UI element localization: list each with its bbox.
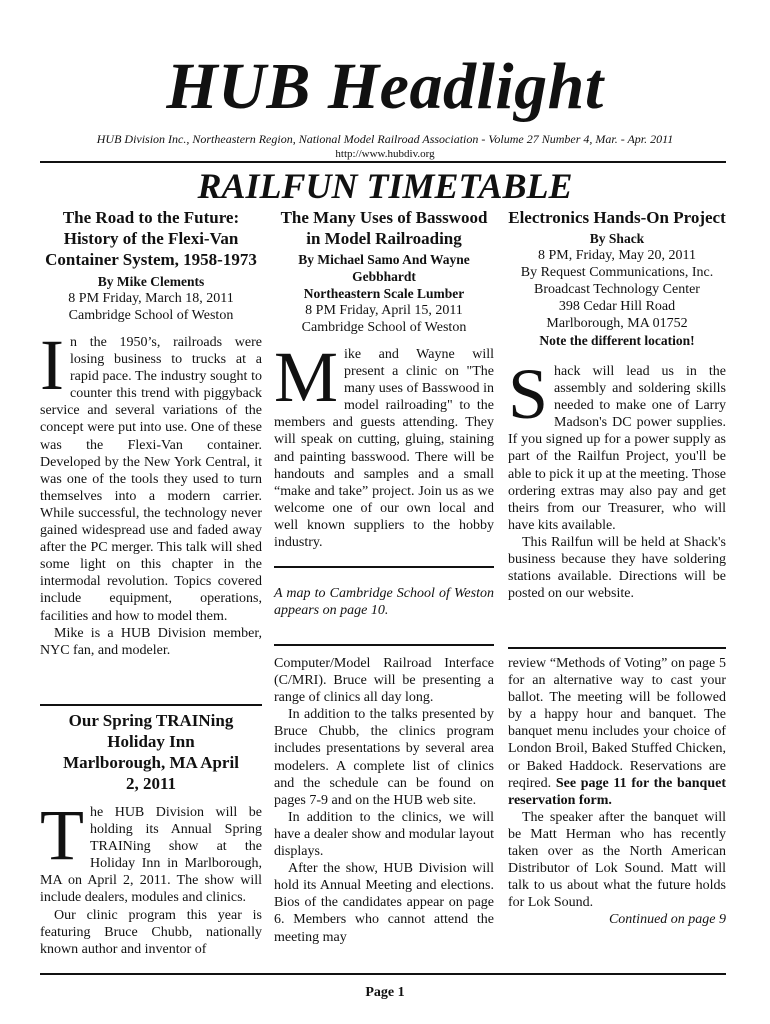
event-time-basswood: 8 PM Friday, April 15, 2011 — [305, 303, 463, 318]
event-time-flexivan: 8 PM Friday, March 18, 2011 — [68, 291, 234, 306]
masthead-title: HUB Headlight — [166, 50, 604, 123]
article-body-basswood — [274, 337, 494, 551]
basswood-paragraph-1: ike and Wayne will present a clinic on "The many uses of Basswood in model railroading" to the members and guests attending. They will speak on cutting, gluing, staining and painting basswood. There will be handouts and samples and a small “make and take” project. Join us as we welcome one of our own local and well known suppliers to the hobby industry. — [274, 347, 494, 551]
event-street-electronics: 398 Cedar Hill Road — [558, 299, 676, 314]
map-note: A map to Cambridge School of Weston appears on page 10. — [274, 586, 494, 618]
article-headline-basswood: The Many Uses of Basswood in Model Railroading — [280, 208, 488, 248]
column-3 — [508, 207, 726, 602]
sponsor-basswood: Northeastern Scale Lumber — [303, 286, 465, 301]
meeting-cont-paragraph-1: review “Methods of Voting” on page 5 for an alternative way to cast your ballot. The meeting will be followed by a happy hour and banquet. The banquet menu includes your choice of London Broil, Baked Stuffed Chicken, or Baked Haddock. Reservations are reqired. — [508, 656, 726, 791]
event-time-electronics: 8 PM, Friday, May 20, 2011 — [537, 248, 697, 263]
spring-cont-paragraph-1: Computer/Model Railroad Interface (C/MRI). Bruce will be presenting a range of clinics all day long. — [274, 656, 494, 706]
column-2-divider-bottom — [274, 644, 494, 646]
byline-flexivan: By Mike Clements — [97, 274, 205, 289]
event-location-flexivan: Cambridge School of Weston — [68, 308, 234, 323]
flexivan-paragraph-2: Mike is a HUB Division member, NYC fan, and modeler. — [40, 625, 262, 658]
dropcap-t: T — [40, 795, 84, 875]
spring-cont-paragraph-2: In addition to the talks presented by Bruce Chubb, the clinics program includes presentations by several area modelers. A complete list of clinics and the schedule can be found on pages 7-9 and on the HUB web site. — [274, 707, 494, 808]
spring-paragraph-2: Our clinic program this year is featuring Bruce Chubb, nationally known author and inventor of — [40, 907, 262, 957]
byline-electronics: By Shack — [589, 231, 645, 246]
meeting-continued — [508, 655, 726, 928]
column-3-divider — [508, 647, 726, 649]
flexivan-paragraph-1: n the 1950’s, railroads were losing business to trucks at a rapid pace. The industry sought to counter this trend with piggyback service and several variations of the concept were put into use. One of these was the Flexi-Van container. Developed by the New York Central, it was one of the tools they used to turn themselves into a modern carrier. While successful, the technology never gained widespread use and faded away after the PC merger. This talk will shed some light on this chapter in the intermodal revolution. Topics covered include equipment, operations, facilities and how to model them. — [40, 335, 262, 624]
dropcap-s: S — [508, 354, 549, 434]
banquet-reservation-note: See page 11 for the banquet reservation form. — [508, 775, 727, 808]
spring-cont-paragraph-3: In addition to the clinics, we will have a dealer show and modular layout displays. — [274, 809, 494, 860]
section-title: RAILFUN TIMETABLE — [197, 166, 573, 206]
spring-cont-paragraph-4: After the show, HUB Division will hold its Annual Meeting and elections. Bios of the candidates appear on page 6. Members who cannot attend the meeting may — [274, 861, 494, 945]
column-1 — [40, 207, 262, 659]
electronics-paragraph-1: hack will lead us in the assembly and soldering skills needed to make one of Larry Madson's DC power supplies. If you signed up for a power supply as part of the Railfun Project, you'll be able to pick it up at the meeting. Those ordering extras may also pay and get theirs from our Treasurer, who will have kits available. — [508, 364, 726, 533]
article-body-electronics — [508, 354, 726, 602]
article-headline-flexivan: The Road to the Future: History of the Flexi-Van Container System, 1958-1973 — [45, 208, 257, 269]
footer-rule — [40, 973, 726, 975]
electronics-paragraph-2: This Railfun will be held at Shack's business because they have soldering stations available. Directions will be posted on our website. — [508, 534, 726, 602]
event-location-basswood: Cambridge School of Weston — [301, 320, 467, 335]
map-note-box — [274, 585, 494, 619]
article-body-spring — [40, 795, 262, 958]
page-number: Page 1 — [365, 985, 405, 1000]
masthead-url[interactable]: http://www.hubdiv.org — [335, 148, 435, 160]
article-body-flexivan — [40, 325, 262, 659]
spring-continued — [274, 655, 494, 946]
masthead-subtitle: HUB Division Inc., Northeastern Region, National Model Railroad Association - Volume 27 Number 4, Mar. - Apr. 2011 — [96, 132, 674, 146]
masthead-rule — [40, 161, 726, 163]
location-note: Note the different location! — [539, 333, 695, 348]
column-2 — [274, 207, 494, 551]
byline-basswood: By Michael Samo And Wayne Gebbhardt — [298, 252, 470, 284]
meeting-cont-paragraph-2: The speaker after the banquet will be Matt Herman who has recently taken over as the North American Distributor of Lok Sound. Matt will talk to us about what the future holds for Lok Sound. — [508, 809, 726, 911]
dropcap-m: M — [274, 337, 339, 417]
event-host-electronics: By Request Communications, Inc. — [520, 265, 714, 280]
column-2-divider-top — [274, 566, 494, 568]
event-venue-electronics: Broadcast Technology Center — [534, 282, 700, 297]
article-headline-spring: Our Spring TRAINing Holiday Inn Marlborough, MA April 2, 2011 — [63, 711, 239, 793]
event-city-electronics: Marlborough, MA 01752 — [546, 316, 688, 331]
spring-training-section — [40, 710, 262, 958]
continued-link[interactable]: Continued on page 9 — [608, 912, 726, 928]
column-1-divider — [40, 704, 262, 706]
spring-paragraph-1: he HUB Division will be holding its Annual Spring TRAINing show at the Holiday Inn in Marlborough, MA on April 2, 2011. The show will include dealers, modules and clinics. — [40, 805, 262, 906]
dropcap-i: I — [40, 325, 64, 405]
article-headline-electronics: Electronics Hands-On Project — [508, 208, 726, 227]
